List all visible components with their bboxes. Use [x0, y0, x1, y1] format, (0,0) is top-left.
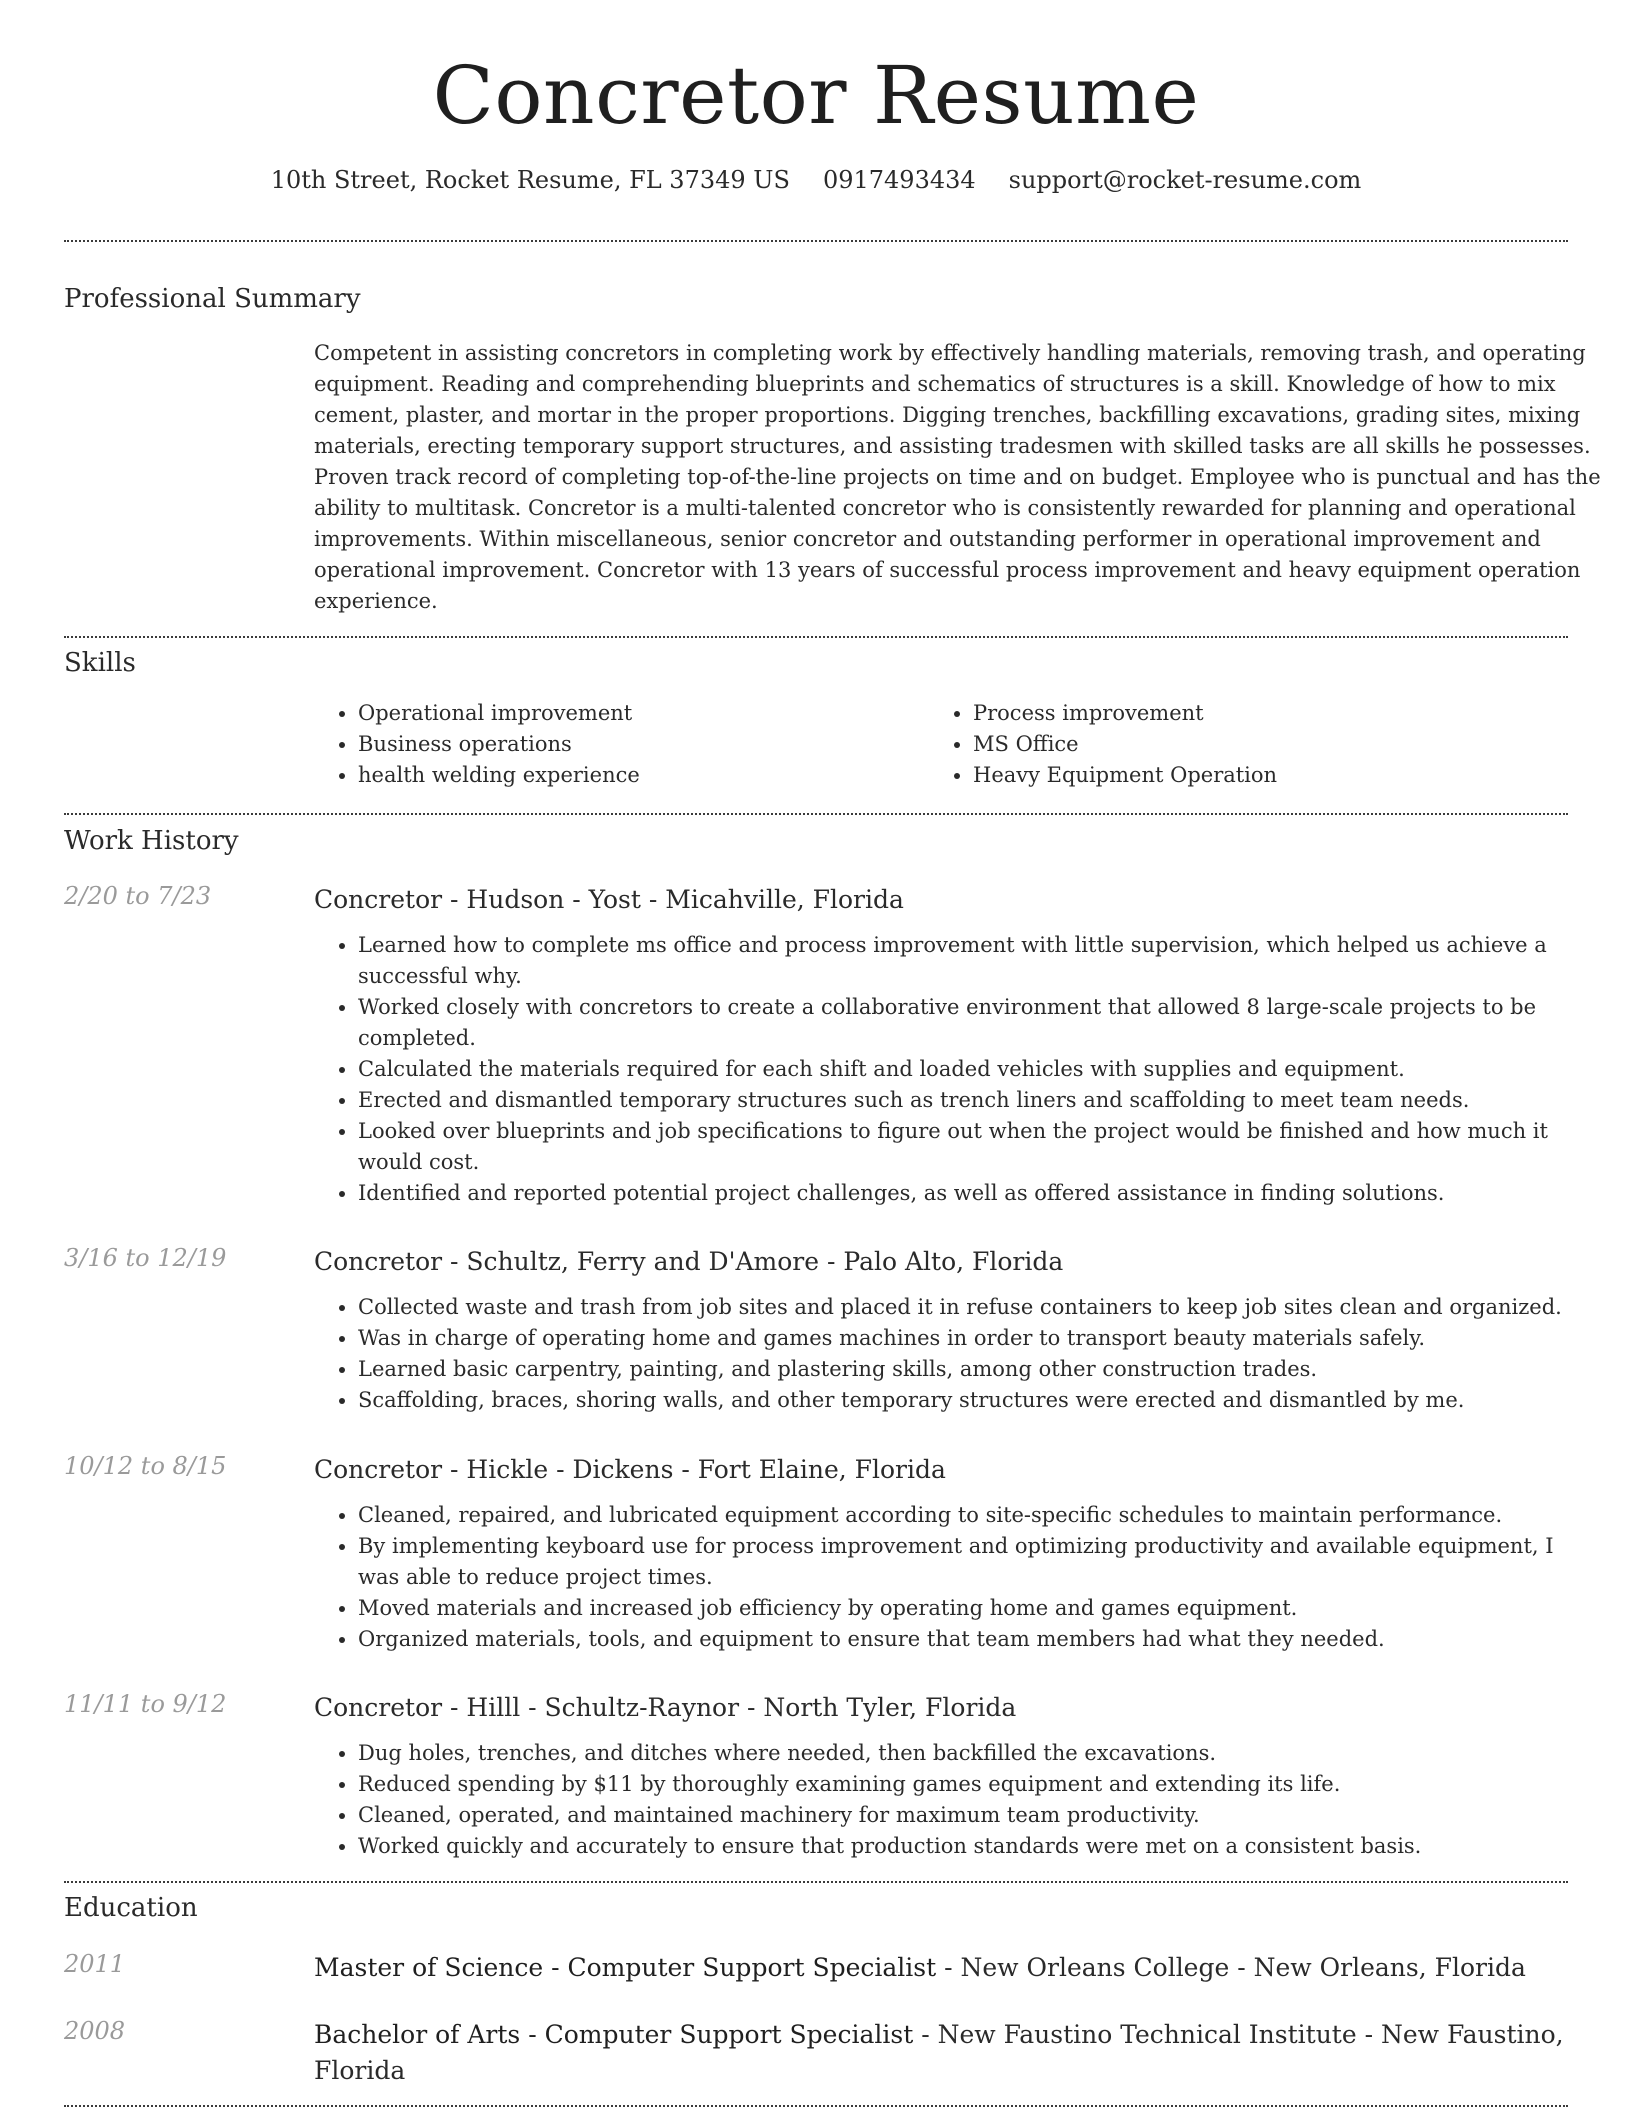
job-date: 10/12 to 8/15 — [64, 1452, 227, 1480]
education-school: - New Faustino Technical Institute - New Faustino, Florida — [314, 2020, 1564, 2085]
list-item: • Collected waste and trash from job sites and placed it in refuse containers to keep job sites clean and organized. — [358, 1292, 1568, 1323]
skill-item: • MS Office — [973, 729, 1544, 760]
contact-line — [0, 166, 1632, 194]
contact-address: 10th Street, Rocket Resume, FL 37349 US — [270, 166, 790, 194]
list-item: • Organized materials, tools, and equipment to ensure that team members had what they needed. — [358, 1624, 1568, 1655]
education-school: - New Orleans College - New Orleans, Florida — [936, 1953, 1526, 1982]
skills-section — [64, 648, 1568, 791]
resume-header — [0, 0, 1632, 194]
divider — [64, 240, 1568, 242]
education-entry — [64, 2017, 1568, 2089]
skills-grid — [314, 698, 1568, 791]
education-entry — [64, 1950, 1568, 1986]
list-item: • Worked closely with concretors to create a collaborative environment that allowed 8 large-scale projects to be completed. — [358, 992, 1568, 1054]
divider — [64, 2105, 1568, 2107]
skill-item: • Heavy Equipment Operation — [973, 760, 1544, 791]
job-date: 3/16 to 12/19 — [64, 1244, 227, 1272]
contact-email: support@rocket-resume.com — [1008, 166, 1362, 194]
section-title-work: Work History — [64, 826, 239, 856]
job-entry — [64, 882, 1568, 1209]
job-entry — [64, 1244, 1568, 1416]
list-item: • By implementing keyboard use for process improvement and optimizing productivity and available equipment, I was able to reduce project times. — [358, 1531, 1568, 1593]
skill-item: • Operational improvement — [358, 698, 929, 729]
list-item: • Learned basic carpentry, painting, and plastering skills, among other construction trades. — [358, 1354, 1568, 1385]
section-title-skills: Skills — [64, 648, 136, 678]
list-item: • Cleaned, repaired, and lubricated equipment according to site-specific schedules to maintain performance. — [358, 1500, 1568, 1531]
skill-item: • Business operations — [358, 729, 929, 760]
contact-phone: 0917493434 — [822, 166, 976, 194]
job-title: Concretor - Hilll - Schultz-Raynor - North Tyler, Florida — [314, 1693, 1017, 1722]
list-item: • Looked over blueprints and job specifications to figure out when the project would be finished and how much it would cost. — [358, 1116, 1568, 1178]
job-date: 11/11 to 9/12 — [64, 1690, 227, 1718]
job-title: Concretor - Schultz, Ferry and D'Amore - Palo Alto, Florida — [314, 1247, 1064, 1276]
job-bullets — [314, 930, 1568, 1209]
list-item: • Erected and dismantled temporary structures such as trench liners and scaffolding to meet team needs. — [358, 1085, 1568, 1116]
list-item: • Learned how to complete ms office and process improvement with little supervision, which helped us achieve a successful why. — [358, 930, 1568, 992]
divider — [64, 1881, 1568, 1883]
job-title: Concretor - Hickle - Dickens - Fort Elaine, Florida — [314, 1455, 946, 1484]
list-item: • Moved materials and increased job efficiency by operating home and games equipment. — [358, 1593, 1568, 1624]
list-item: • Reduced spending by $11 by thoroughly examining games equipment and extending its life. — [358, 1769, 1568, 1800]
education-degree: Master of Science - Computer Support Specialist — [314, 1953, 937, 1982]
education-section — [64, 1893, 1568, 1923]
education-degree: Bachelor of Arts - Computer Support Specialist — [314, 2020, 914, 2049]
divider — [64, 636, 1568, 638]
education-title — [314, 2017, 1568, 2089]
list-item: • Was in charge of operating home and games machines in order to transport beauty materials safely. — [358, 1323, 1568, 1354]
resume-title: Concretor Resume — [432, 49, 1200, 142]
skills-list-left — [314, 698, 929, 791]
job-bullets — [314, 1292, 1568, 1416]
work-history-section — [64, 826, 1568, 856]
section-title-education: Education — [64, 1893, 198, 1923]
job-entry — [64, 1690, 1568, 1862]
divider — [64, 813, 1568, 815]
education-date: 2008 — [64, 2017, 126, 2045]
section-title-summary: Professional Summary — [64, 284, 361, 314]
summary-section — [64, 284, 1601, 617]
job-bullets — [314, 1500, 1568, 1655]
skill-item: • health welding experience — [358, 760, 929, 791]
list-item: • Dug holes, trenches, and ditches where needed, then backfilled the excavations. — [358, 1738, 1568, 1769]
list-item: • Cleaned, operated, and maintained machinery for maximum team productivity. — [358, 1800, 1568, 1831]
job-bullets — [314, 1738, 1568, 1862]
skills-list-right — [929, 698, 1544, 791]
job-entry — [64, 1452, 1568, 1655]
list-item: • Calculated the materials required for each shift and loaded vehicles with supplies and equipment. — [358, 1054, 1568, 1085]
summary-text: Competent in assisting concretors in completing work by effectively handling materials, removing trash, and operating equipment. Reading and comprehending blueprints and schematics of structures is a skill. Knowledge of how to mix cement, plaster, and mortar in the proper proportions. Digging trenches, backfilling excavations, grading sites, mixing materials, erecting temporary support structures, and assisting tradesmen with skilled tasks are all skills he possesses. Proven track record of completing top-of-the-line projects on time and on budget. Employee who is punctual and has the ability to multitask. Concretor is a multi-talented concretor who is consistently rewarded for planning and operational improvements. Within miscellaneous, senior concretor and outstanding performer in operational improvement and operational improvement. Concretor with 13 years of successful process improvement and heavy equipment operation experience. — [314, 341, 1601, 613]
job-date: 2/20 to 7/23 — [64, 882, 212, 910]
list-item: • Scaffolding, braces, shoring walls, and other temporary structures were erected and dismantled by me. — [358, 1385, 1568, 1416]
list-item: • Identified and reported potential project challenges, as well as offered assistance in finding solutions. — [358, 1178, 1568, 1209]
education-date: 2011 — [64, 1950, 126, 1978]
list-item: • Worked quickly and accurately to ensure that production standards were met on a consistent basis. — [358, 1831, 1568, 1862]
job-title: Concretor - Hudson - Yost - Micahville, Florida — [314, 885, 904, 914]
education-title — [314, 1950, 1568, 1986]
skill-item: • Process improvement — [973, 698, 1544, 729]
